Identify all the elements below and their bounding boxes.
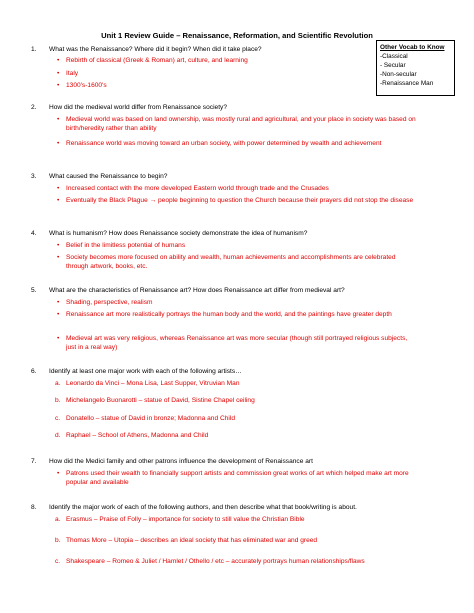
answer-item: • Renaissance art more realistically portrays the human body and the world, and the paintings have greater depth [57, 311, 392, 318]
answer-item: • Increased contact with the more developed Eastern world through trade and the Crusades [57, 185, 329, 192]
question-number: 2. [31, 104, 37, 111]
question-number: 6. [31, 368, 37, 375]
artist-answer: a. Leonardo da Vinci – Mona Lisa, Last Supper, Vitruvian Man [55, 380, 240, 387]
bullet-icon: • [57, 299, 60, 306]
answer-item: • Eventually the Black Plague → people beginning to question the Church because their prayers did not stop the disease [57, 197, 414, 204]
question-number: 4. [31, 230, 37, 237]
answer-item: • Italy [57, 70, 79, 77]
bullet-icon: • [57, 311, 60, 318]
question-number: 1. [31, 46, 37, 53]
bullet-icon: • [57, 70, 60, 77]
question-text: Identify at least one major work with each of the following artists… [49, 368, 242, 375]
answer-item: • Patrons used their wealth to financially support artists and commission great works of art which helped make art more popular and available [57, 470, 409, 487]
question-text: Identify the major work of each of the following authors, and then describe what that book/writing is about. [49, 504, 357, 511]
artist-answer: d. Raphael – School of Athens, Madonna and Child [55, 432, 209, 439]
bullet-icon: • [57, 185, 60, 192]
answer-item: • Rebirth of classical (Greek & Roman) art, culture, and learning [57, 57, 248, 64]
bullet-icon: • [57, 242, 60, 249]
vocab-item: -Non-secular [380, 71, 417, 78]
bullet-icon: • [57, 116, 60, 123]
answer-item: • Medieval world was based on land ownership, was mostly rural and agricultural, and your place in society was based on birth/heredity rather than ability [57, 116, 416, 133]
bullet-icon: • [57, 57, 60, 64]
vocab-item: -Classical [380, 53, 408, 60]
artist-answer: b. Michelangelo Buonarotti – statue of David, Sistine Chapel ceiling [55, 397, 255, 404]
bullet-icon: • [57, 82, 60, 89]
bullet-icon: • [57, 470, 60, 477]
bullet-icon: • [57, 140, 60, 147]
answer-item: • 1300's-1600's [57, 82, 107, 89]
bullet-icon: • [57, 197, 60, 204]
vocab-heading: Other Vocab to Know [380, 44, 445, 51]
question-text: What caused the Renaissance to begin? [49, 173, 168, 180]
bullet-icon: • [57, 254, 60, 261]
question-number: 7. [31, 458, 37, 465]
author-answer: a. Erasmus – Praise of Folly – importance for society to still value the Christian Bible [55, 516, 305, 523]
artist-answer: c. Donatello – statue of David in bronze; Madonna and Child [55, 415, 235, 422]
question-number: 8. [31, 504, 37, 511]
answer-item: • Society becomes more focused on ability and wealth, human achievements and accomplishments are celebrated through artwork, books, etc. [57, 254, 396, 271]
vocab-item: -Renaissance Man [380, 80, 434, 87]
question-number: 3. [31, 173, 37, 180]
question-text: What was the Renaissance? Where did it begin? When did it take place? [49, 46, 262, 53]
answer-item: • Shading, perspective, realism [57, 299, 153, 306]
question-text: How did the Medici family and other patrons influence the development of Renaissance art [49, 458, 313, 465]
answer-item: • Belief in the limitless potential of humans [57, 242, 186, 249]
question-text: How did the medieval world differ from Renaissance society? [49, 104, 227, 111]
question-number: 5. [31, 287, 37, 294]
answer-item: • Renaissance world was moving toward an urban society, with power determined by wealth and achievement [57, 140, 382, 147]
bullet-icon: • [57, 335, 60, 342]
document-title: Unit 1 Review Guide – Renaissance, Reformation, and Scientific Revolution [101, 31, 373, 40]
vocab-item: - Secular [380, 62, 406, 69]
question-text: What are the characteristics of Renaissance art? How does Renaissance art differ from medieval art? [49, 287, 345, 294]
question-text: What is humanism? How does Renaissance society demonstrate the idea of humanism? [49, 230, 308, 237]
author-answer: c. Shakespeare – Romeo & Juliet / Hamlet / Othello / etc – accurately portrays human relationships/flaws [55, 558, 365, 565]
author-answer: b. Thomas More – Utopia – describes an ideal society that has eliminated war and greed [55, 537, 318, 544]
answer-item: • Medieval art was very religious, whereas Renaissance art was more secular (though still portrayed religious subjects, just in a real way) [57, 335, 408, 352]
